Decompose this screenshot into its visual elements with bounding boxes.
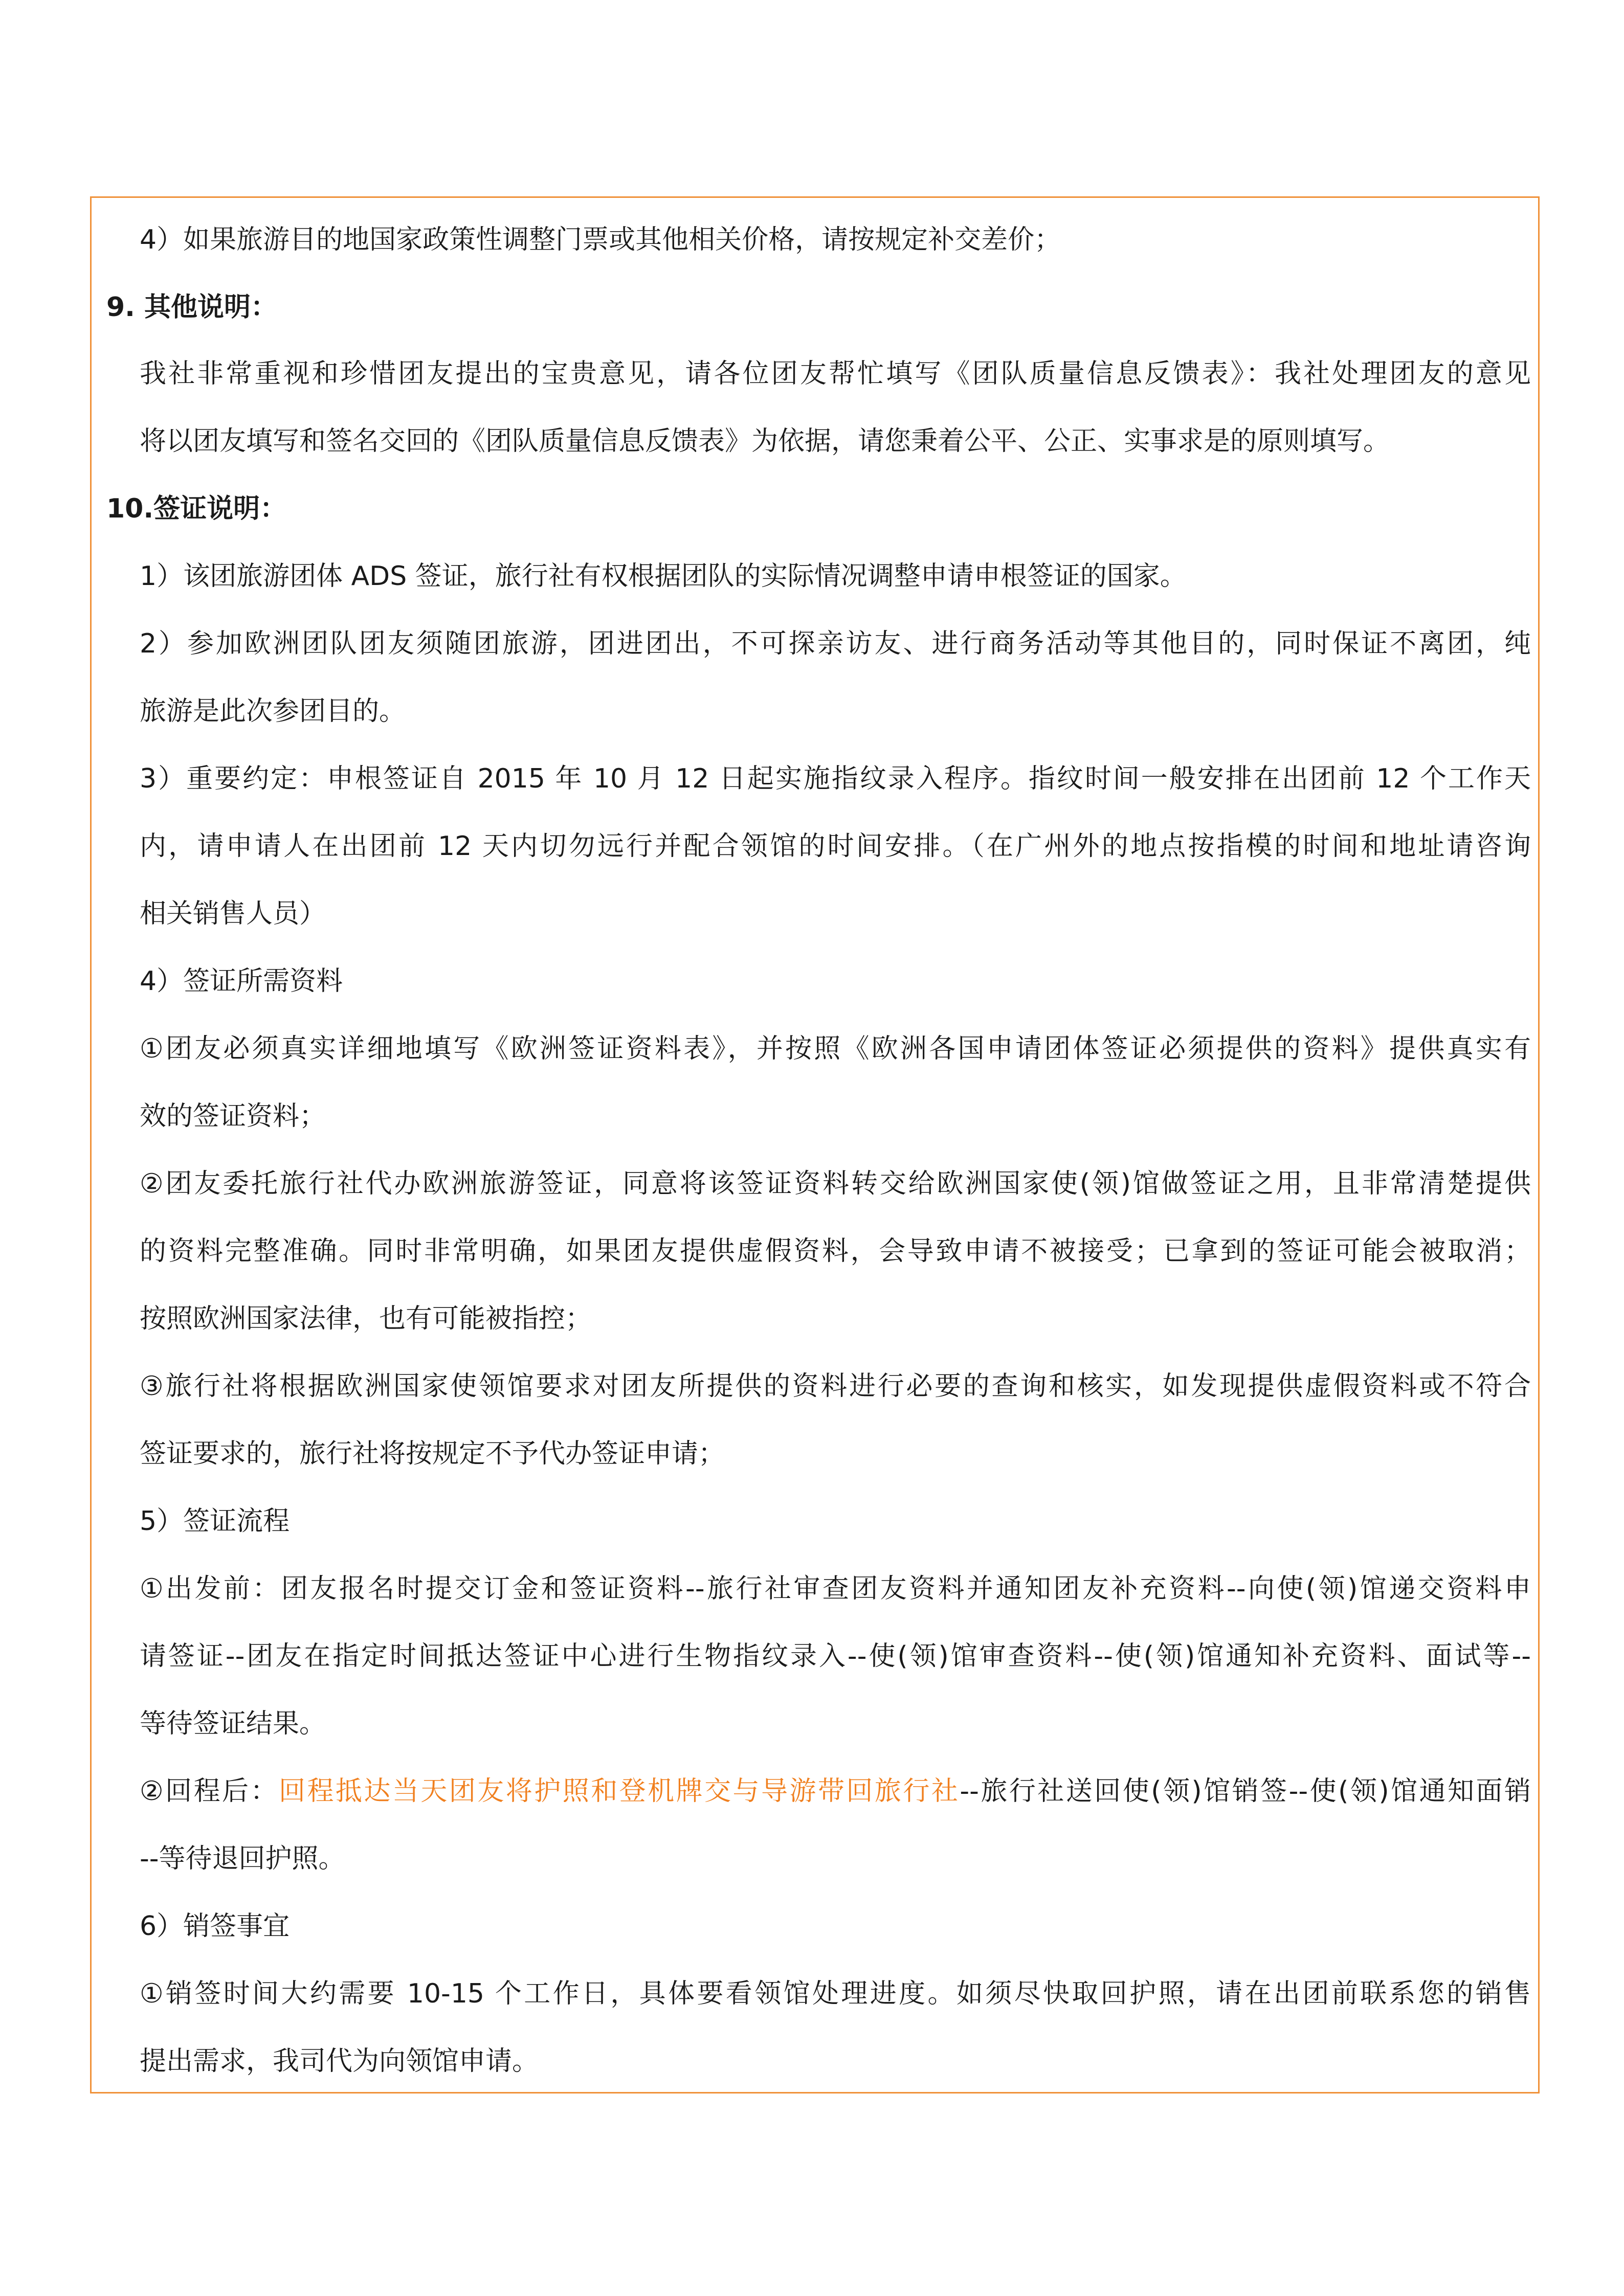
text-line: 6）销签事宜 bbox=[140, 1911, 290, 1942]
content-border-frame bbox=[90, 196, 1540, 2094]
text-line: 内，请申请人在出团前 12 天内切勿远行并配合领馆的时间安排。（在广州外的地点按指模的时间和地址请咨询 bbox=[140, 831, 1531, 862]
text-line: 3）重要约定：申根签证自 2015 年 10 月 12 日起实施指纹录入程序。指纹时间一般安排在出团前 12 个工作天 bbox=[140, 763, 1531, 794]
text-line: 签证要求的，旅行社将按规定不予代办签证申请； bbox=[140, 1438, 725, 1469]
text-line: 5）签证流程 bbox=[140, 1506, 290, 1537]
return-process-rest: --旅行社送回使(领)馆销签--使(领)馆通知面销 bbox=[960, 1776, 1531, 1807]
text-line: 按照欧洲国家法律，也有可能被指控； bbox=[140, 1303, 592, 1334]
section-heading-other-notes: 9. 其他说明： bbox=[106, 292, 278, 323]
text-line: 请签证--团友在指定时间抵达签证中心进行生物指纹录入--使(领)馆审查资料--使(领)馆通知补充资料、面试等-- bbox=[140, 1641, 1531, 1672]
text-line: 将以团友填写和签名交回的《团队质量信息反馈表》为依据，请您秉着公平、公正、实事求是的原则填写。 bbox=[140, 426, 1390, 457]
text-line: 效的签证资料； bbox=[140, 1101, 326, 1132]
text-line: 我社非常重视和珍惜团友提出的宝贵意见，请各位团友帮忙填写《团队质量信息反馈表》：我社处理团友的意见 bbox=[140, 358, 1531, 389]
text-line: 旅游是此次参团目的。 bbox=[140, 696, 406, 727]
text-line: 2）参加欧洲团队团友须随团旅游，团进团出，不可探亲访友、进行商务活动等其他目的，同时保证不离团，纯 bbox=[140, 628, 1531, 659]
text-line: ①团友必须真实详细地填写《欧洲签证资料表》，并按照《欧洲各国申请团体签证必须提供的资料》提供真实有 bbox=[140, 1033, 1531, 1064]
text-line: ③旅行社将根据欧洲国家使领馆要求对团友所提供的资料进行必要的查询和核实，如发现提供虚假资料或不符合 bbox=[140, 1371, 1531, 1402]
text-line: 等待签证结果。 bbox=[140, 1708, 326, 1739]
text-line: 相关销售人员） bbox=[140, 898, 326, 929]
text-line: 4）签证所需资料 bbox=[140, 966, 343, 997]
text-line-return-process bbox=[140, 1774, 1531, 1808]
text-line: 的资料完整准确。同时非常明确，如果团友提供虚假资料，会导致申请不被接受；已拿到的签证可能会被取消； bbox=[140, 1236, 1531, 1267]
text-line: ①出发前：团友报名时提交订金和签证资料--旅行社审查团友资料并通知团友补充资料--向使(领)馆递交资料申 bbox=[140, 1573, 1531, 1604]
text-line: 4）如果旅游目的地国家政策性调整门票或其他相关价格，请按规定补交差价； bbox=[140, 224, 1061, 255]
text-line: 1）该团旅游团体 ADS 签证，旅行社有权根据团队的实际情况调整申请申根签证的国家。 bbox=[140, 561, 1187, 592]
text-line: ②团友委托旅行社代办欧洲旅游签证，同意将该签证资料转交给欧洲国家使(领)馆做签证之用，且非常清楚提供 bbox=[140, 1168, 1531, 1199]
text-line: 提出需求，我司代为向领馆申请。 bbox=[140, 2046, 539, 2077]
text-line: --等待退回护照。 bbox=[140, 1843, 345, 1874]
return-label: ②回程后： bbox=[140, 1776, 279, 1807]
highlighted-instruction: 回程抵达当天团友将护照和登机牌交与导游带回旅行社 bbox=[278, 1776, 960, 1807]
text-line: ①销签时间大约需要 10-15 个工作日，具体要看领馆处理进度。如须尽快取回护照，请在出团前联系您的销售 bbox=[140, 1978, 1531, 2009]
section-heading-visa-notes: 10.签证说明： bbox=[106, 493, 287, 524]
